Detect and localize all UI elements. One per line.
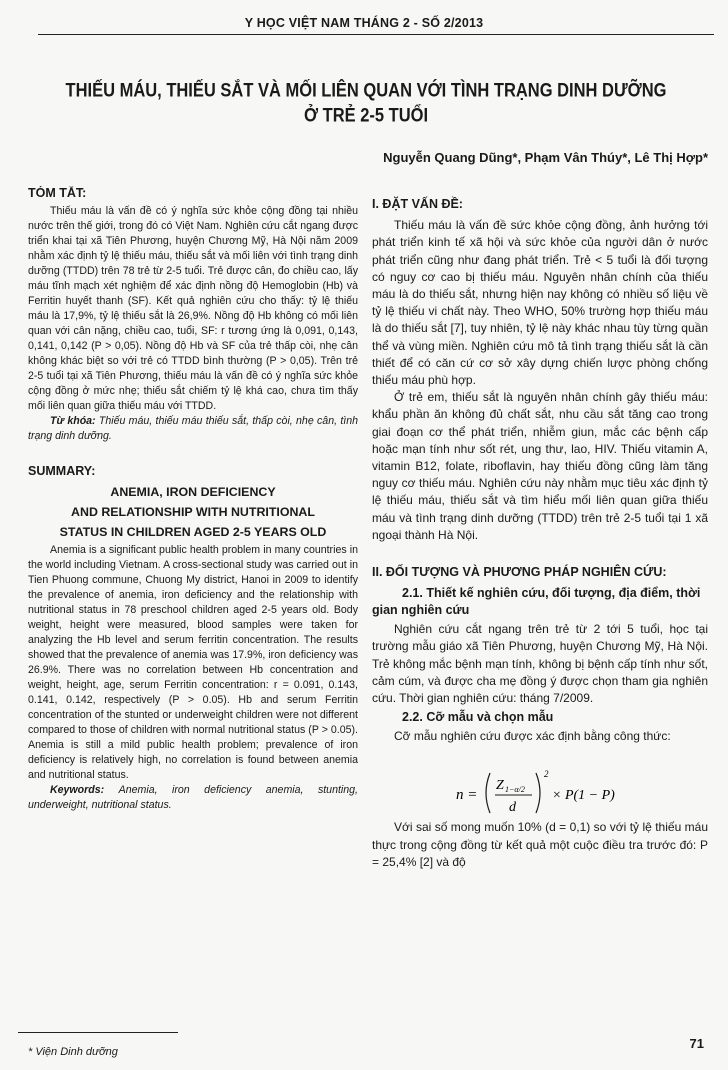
formula-rhs: × P(1 − P) — [552, 788, 615, 804]
right-paren-icon — [536, 773, 540, 813]
section-1-paragraph-2: Ở trẻ em, thiếu sắt là nguyên nhân chính gây thiếu máu: khẩu phần ăn không đủ chất sắt, nhu cầu sắt tăng cao trong giai đoạn cơ thể phát triển, nhiễm giun, mắc các bệnh cấp hoặc mạn tính như sốt rét, ung thư, lao, HIV. Thiếu vitamin A, vitamin B12, folate, riboflavin, hay thiếu đồng cũng làm tăng nguy cơ thiếu máu. Nghiên cứu này nhằm mục tiêu xác định tỷ lệ thiếu máu, thiếu sắt và tìm hiểu mối liên quan giữa thiếu máu và tình trạng dinh dưỡng (TTDD) trên trẻ 2-5 tuổi tại 1 xã ngoại thành Hà Nội. — [372, 390, 708, 542]
left-column — [28, 186, 358, 1044]
spacer — [372, 186, 708, 196]
formula-subscript: 1−α/2 — [505, 785, 525, 795]
formula-lhs: n = — [456, 787, 478, 804]
article-title-line-1: THIẾU MÁU, THIẾU SẮT VÀ MỐI LIÊN QUAN VỚI TÌNH TRẠNG DINH DƯỠNG — [65, 80, 667, 101]
sample-size-formula — [372, 755, 708, 816]
formula-numerator: Z — [496, 778, 504, 794]
abstract-vn-body: Thiếu máu là vấn đề có ý nghĩa sức khỏe cộng đồng tại nhiều nước trên thế giới, trong đó có Việt Nam. Nghiên cứu cắt ngang được triển khai tại xã Tiên Phương, huyện Chương Mỹ, Hà Nội năm 2009 nhằm xác định tỷ lệ thiếu máu, thiếu sắt và mối liên với tình trạng dinh dưỡng (TTDD) trên 78 trẻ từ 2-5 tuổi. Trẻ được cân, đo chiều cao, lấy máu tĩnh mạch xét nghiệm để xác định nồng độ Hemoglobin (Hb) và Ferritin huyết thanh (SF). Kết quả nghiên cứu cho thấy: tỷ lệ thiếu máu là 17,9%, tỷ lệ thiếu sắt là 26,9%. Nồng độ Hb không có mối liên quan với cân nặng, chiều cao, tuổi, SF: r tương ứng là 0,091, 0,143, 0,141, 0,142 (P > 0,05). Nồng độ Hb và SF của trẻ thấp còi, nhẹ cân không khác biệt so với trẻ có TTDD bình thường (P > 0,05). Trên trẻ 2-5 tuổi tại xã Tiên Phương, thiếu máu là vấn đề có ý nghĩa sức khỏe cộng đồng ở mức nhẹ; thiếu sắt chiếm tỷ lệ khá cao, chưa tìm thấy mối liên quan giữa thiếu máu với TTDD. — [28, 205, 358, 412]
abstract-vn-heading: TÓM TẮT: — [28, 186, 87, 200]
spacer — [28, 444, 358, 464]
subsection-2-1-heading: 2.1. Thiết kế nghiên cứu, đối tượng, địa điểm, thời gian nghiên cứu — [372, 586, 701, 618]
formula-exponent: 2 — [544, 769, 549, 780]
section-1-paragraph-1: Thiếu máu là vấn đề sức khỏe cộng đồng, ảnh hưởng tới phát triển kinh tế xã hội và sức khỏe của người dân ở nước phát triển cũng như đang phát triển. Trẻ < 5 tuổi là đối tượng có nguy cơ cao bị thiếu máu. Nguyên nhân chính của thiếu máu là do thiếu sắt, nhưng hiện nay không có nhiều số liệu về tỷ lệ thiếu vi chất này. Theo WHO, 50% trường hợp thiếu máu là do thiếu sắt [7], tuy nhiên, tỷ lệ này khác nhau tùy từng quần thể và vùng miền. Nghiên cứu mô tả tình trạng thiếu sắt là cần thiết để có căn cứ cơ sở xây dựng chiến lược phòng chống thiếu máu phù hợp. — [372, 218, 708, 388]
section-2-heading: II. ĐỐI TƯỢNG VÀ PHƯƠNG PHÁP NGHIÊN CỨU: — [372, 565, 667, 580]
section-2-2-paragraph-2: Với sai số mong muốn 10% (d = 0,1) so với tỷ lệ thiếu máu thực trong cộng đồng từ kết quả một cuộc điều tra trước đó: P = 25,4% [2] và độ — [372, 820, 708, 869]
article-title — [60, 78, 672, 129]
summary-title-line-3: STATUS IN CHILDREN AGED 2-5 YEARS OLD — [59, 525, 327, 539]
summary-en-body: Anemia is a significant public health problem in many countries in the world including Vietnam. A cross-sectional study was carried out in Tien Phuong commune, Chuong My district, Hanoi in 2009 to identify the prevalence of anemia, iron deficiency and the relationship with nutritional status in 78 preschool children aged 2-5 years old. Body weight, height were measured, blood samples were taken for analyzing the Hb level and serum ferritin concentration. The results showed that the prevalence of anemia was 17.9%, iron deficiency was 26.9%. There was no correlation between Hb concentration and weight, height, age, serum Ferritin concentration: r = 0.091, 0.143, 0.141, 0.142, respectively (P > 0.05). Hb and serum Ferritin concentration of the stunted or underweight children were not different compared to those of children with normal nutritional status (P > 0.05). Anemia is still a mild public health problem; prevalence of iron deficiency is relatively high, no correlation is found between anemia and nutritional status. — [28, 544, 358, 781]
keywords-vn: Thiếu máu, thiếu máu thiếu sắt, thấp còi, nhẹ cân, tình trạng dinh dưỡng. — [28, 415, 358, 442]
summary-title — [28, 482, 358, 542]
running-head: Y HỌC VIỆT NAM THÁNG 2 - SỐ 2/2013 — [244, 16, 484, 30]
summary-en-keywords — [28, 783, 358, 813]
subsection-2-2-heading: 2.2. Cỡ mẫu và chọn mẫu — [402, 710, 554, 725]
keywords-label-en: Keywords: — [50, 784, 105, 796]
summary-title-line-1: ANEMIA, IRON DEFICIENCY — [110, 485, 276, 499]
section-2-2-paragraph: Cỡ mẫu nghiên cứu được xác định bằng công thức: — [394, 729, 671, 744]
authors: Nguyễn Quang Dũng*, Phạm Vân Thúy*, Lê Thị Hợp* — [383, 150, 708, 165]
abstract-vn-keywords — [28, 414, 358, 444]
page-number: 71 — [689, 1036, 704, 1051]
keywords-label-vn: Từ khóa: — [50, 415, 96, 427]
formula-svg — [456, 767, 626, 821]
header-rule — [38, 34, 714, 35]
article-title-line-2: Ở TRẺ 2-5 TUỔI — [303, 105, 429, 127]
abstract-vn — [28, 204, 358, 444]
section-2-1-paragraph: Nghiên cứu cắt ngang trên trẻ từ 2 tới 5 tuổi, học tại trường mẫu giáo xã Tiên Phương, huyện Chương Mỹ, Hà Nội. Trẻ không mắc bệnh mạn tính, không bị bệnh cấp tính như sốt, cảm cúm, và được cha mẹ đồng ý được chọn tham gia nghiên cứu. Thời gian nghiên cứu: tháng 7/2009. — [372, 622, 708, 706]
footnote: * Viện Dinh dưỡng — [28, 1046, 118, 1058]
spacer — [372, 544, 708, 564]
footnote-rule — [18, 1032, 178, 1033]
summary-heading: SUMMARY: — [28, 464, 96, 478]
keywords-en: Anemia, iron deficiency anemia, stunting, underweight, nutritional status. — [28, 784, 358, 811]
right-column — [372, 186, 708, 1046]
section-1-heading: I. ĐẶT VẤN ĐỀ: — [372, 197, 463, 211]
formula-denominator: d — [509, 800, 516, 816]
summary-en — [28, 543, 358, 813]
left-paren-icon — [486, 773, 490, 813]
summary-title-line-2: AND RELATIONSHIP WITH NUTRITIONAL — [71, 505, 315, 519]
